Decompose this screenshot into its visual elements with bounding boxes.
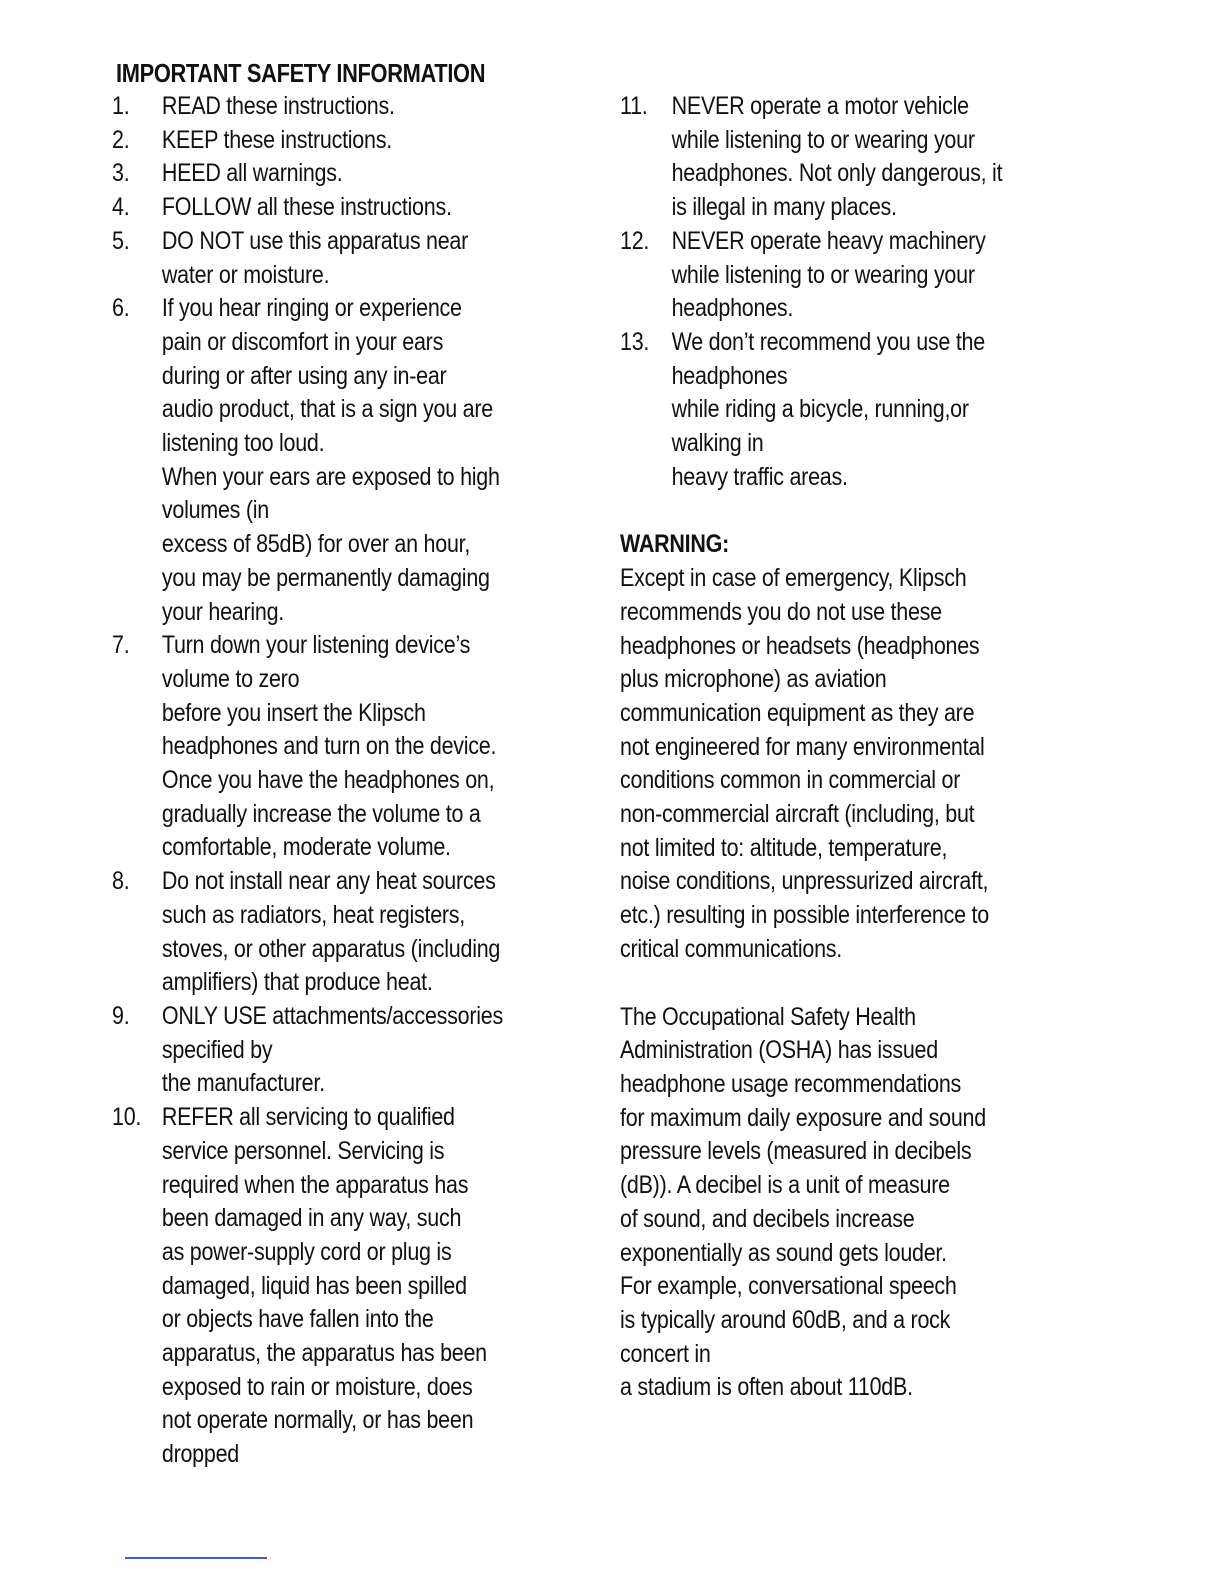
osha-paragraph xyxy=(620,1001,1084,1405)
text-line: Once you have the headphones on, xyxy=(161,766,495,795)
text-line: for maximum daily exposure and sound xyxy=(620,1103,986,1132)
text-line: amplifiers) that produce heat. xyxy=(161,968,433,997)
instruction-item xyxy=(112,191,559,225)
item-text xyxy=(162,191,559,225)
text-line: HEED all warnings. xyxy=(161,159,343,188)
item-number: 12. xyxy=(620,226,650,255)
text-line: Administration (OSHA) has issued xyxy=(620,1036,938,1065)
item-text xyxy=(162,1000,559,1101)
text-line: exposed to rain or moisture, does xyxy=(161,1372,473,1401)
item-number: 3. xyxy=(112,159,130,188)
item-text xyxy=(162,292,559,629)
text-line: For example, conversational speech xyxy=(620,1272,957,1301)
instruction-item xyxy=(112,225,559,292)
item-number: 13. xyxy=(620,327,650,356)
text-line: not engineered for many environmental xyxy=(620,732,985,761)
item-text xyxy=(162,124,559,158)
item-text xyxy=(672,90,1085,225)
text-line: service personnel. Servicing is xyxy=(161,1136,445,1165)
text-line: damaged, liquid has been spilled xyxy=(161,1271,467,1300)
text-line: water or moisture. xyxy=(161,260,330,289)
text-line: headphone usage recommendations xyxy=(620,1069,962,1098)
text-line: exponentially as sound gets louder. xyxy=(620,1238,947,1267)
text-line: the manufacturer. xyxy=(161,1069,325,1098)
text-line: required when the apparatus has xyxy=(161,1170,469,1199)
text-line: headphones or headsets (headphones xyxy=(620,631,980,660)
text-line: heavy traffic areas. xyxy=(671,462,848,491)
item-text xyxy=(162,90,559,124)
text-line: NEVER operate a motor vehicle xyxy=(671,92,969,120)
item-text xyxy=(162,865,559,1000)
item-number: 8. xyxy=(112,867,130,896)
text-line: as power-supply cord or plug is xyxy=(161,1237,452,1266)
text-line: you may be permanently damaging xyxy=(161,563,490,592)
text-line: Do not install near any heat sources xyxy=(161,867,496,896)
instruction-item xyxy=(112,1000,559,1101)
text-line: walking in xyxy=(671,429,764,458)
text-line: When your ears are exposed to high xyxy=(161,462,500,491)
item-text xyxy=(162,225,559,292)
text-line: pressure levels (measured in decibels xyxy=(620,1137,972,1166)
item-text xyxy=(672,326,1085,495)
item-number: 6. xyxy=(112,294,130,323)
item-text xyxy=(162,1101,559,1472)
item-text xyxy=(672,225,1085,326)
text-line: non-commercial aircraft (including, but xyxy=(620,800,975,829)
warning-paragraph xyxy=(620,562,1084,966)
text-line: headphones. Not only dangerous, it xyxy=(671,159,1003,188)
instruction-item xyxy=(112,629,559,865)
text-line: recommends you do not use these xyxy=(620,597,942,626)
text-line: critical communications. xyxy=(620,934,843,963)
text-line: during or after using any in-ear xyxy=(161,361,447,390)
text-line: not operate normally, or has been xyxy=(161,1406,474,1435)
text-line: headphones. xyxy=(671,294,794,323)
right-column xyxy=(620,90,1084,1405)
item-number: 10. xyxy=(112,1103,142,1132)
text-line: ONLY USE attachments/accessories xyxy=(161,1001,503,1030)
warning-heading: WARNING: xyxy=(620,530,730,559)
footer-rule xyxy=(125,1557,267,1559)
instruction-item xyxy=(112,865,559,1000)
text-line: DO NOT use this apparatus near xyxy=(161,226,469,255)
instruction-item xyxy=(112,1101,559,1472)
text-line: REFER all servicing to qualified xyxy=(161,1103,455,1132)
text-line: not limited to: altitude, temperature, xyxy=(620,833,948,862)
text-line: We don’t recommend you use the xyxy=(671,327,985,356)
text-line: Except in case of emergency, Klipsch xyxy=(620,564,967,593)
text-line: (dB)). A decibel is a unit of measure xyxy=(620,1171,950,1200)
text-line: is illegal in many places. xyxy=(671,193,897,222)
item-number: 5. xyxy=(112,226,130,255)
text-line: READ these instructions. xyxy=(161,92,395,120)
text-line: your hearing. xyxy=(161,597,285,626)
text-line: dropped xyxy=(161,1440,239,1469)
text-line: such as radiators, heat registers, xyxy=(161,900,466,929)
text-line: gradually increase the volume to a xyxy=(161,799,481,828)
text-line: audio product, that is a sign you are xyxy=(161,395,493,424)
text-line: stoves, or other apparatus (including xyxy=(161,934,501,963)
instruction-item xyxy=(620,326,1084,495)
text-line: headphones and turn on the device. xyxy=(161,732,497,761)
text-line: FOLLOW all these instructions. xyxy=(161,193,452,222)
instruction-item xyxy=(112,157,559,191)
text-line: etc.) resulting in possible interference to xyxy=(620,901,989,930)
text-line: of sound, and decibels increase xyxy=(620,1204,915,1233)
text-line: is typically around 60dB, and a rock xyxy=(620,1305,951,1334)
text-line: NEVER operate heavy machinery xyxy=(671,226,986,255)
text-line: listening too loud. xyxy=(161,429,325,458)
text-line: while listening to or wearing your xyxy=(671,260,975,289)
text-line: while listening to or wearing your xyxy=(671,125,975,154)
item-number: 2. xyxy=(112,125,130,154)
text-line: noise conditions, unpressurized aircraft, xyxy=(620,867,989,896)
instruction-item xyxy=(620,90,1084,225)
instruction-item xyxy=(620,225,1084,326)
text-line: headphones xyxy=(671,361,788,390)
text-line: comfortable, moderate volume. xyxy=(161,833,451,862)
instruction-item xyxy=(112,90,559,124)
item-number: 9. xyxy=(112,1001,130,1030)
text-line: communication equipment as they are xyxy=(620,698,975,727)
instruction-item xyxy=(112,292,559,629)
text-line: been damaged in any way, such xyxy=(161,1204,462,1233)
item-number: 1. xyxy=(112,92,130,120)
document-title: IMPORTANT SAFETY INFORMATION xyxy=(116,58,486,88)
item-text xyxy=(162,629,559,865)
text-line: before you insert the Klipsch xyxy=(161,698,426,727)
text-line: KEEP these instructions. xyxy=(161,125,392,154)
text-line: plus microphone) as aviation xyxy=(620,665,887,694)
text-line: The Occupational Safety Health xyxy=(620,1002,916,1031)
text-line: apparatus, the apparatus has been xyxy=(161,1339,487,1368)
text-line: pain or discomfort in your ears xyxy=(161,327,444,356)
right-instruction-list xyxy=(620,90,1084,494)
text-line: or objects have fallen into the xyxy=(161,1305,434,1334)
item-number: 11. xyxy=(620,92,648,120)
left-column xyxy=(112,90,559,1472)
item-number: 7. xyxy=(112,631,130,660)
text-line: excess of 85dB) for over an hour, xyxy=(161,530,471,559)
text-line: volumes (in xyxy=(161,496,269,525)
text-line: concert in xyxy=(620,1339,711,1368)
text-line: while riding a bicycle, running,or xyxy=(671,395,969,424)
text-line: Turn down your listening device’s xyxy=(161,631,471,660)
item-text xyxy=(162,157,559,191)
instruction-item xyxy=(112,124,559,158)
text-line: specified by xyxy=(161,1035,273,1064)
text-line: a stadium is often about 110dB. xyxy=(620,1373,913,1402)
text-line: If you hear ringing or experience xyxy=(161,294,462,323)
text-line: conditions common in commercial or xyxy=(620,766,961,795)
item-number: 4. xyxy=(112,193,130,222)
text-line: volume to zero xyxy=(161,664,300,693)
